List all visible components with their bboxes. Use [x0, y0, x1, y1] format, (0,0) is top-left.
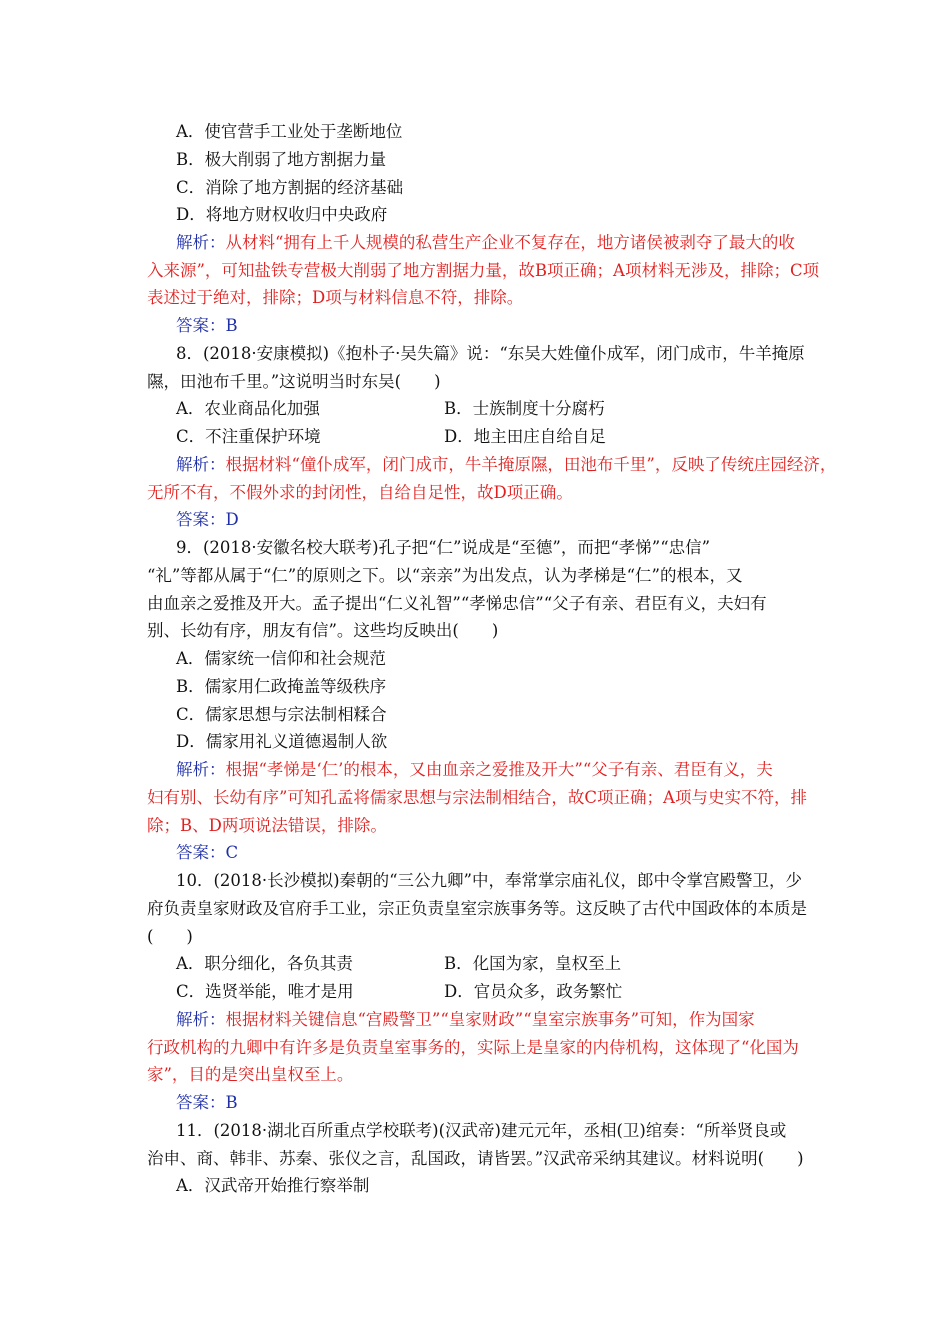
q7-option-a: A．使官营手工业处于垄断地位	[176, 122, 403, 141]
q9-answer	[176, 842, 238, 864]
q7-analysis-line2: 入来源”，可知盐铁专营极大削弱了地方割据力量，故B项正确；A项材料无涉及，排除；C项	[147, 261, 820, 280]
q10-analysis-line1	[176, 1009, 755, 1031]
analysis-text: 根据“孝悌是‘仁’的根本，又由血亲之爱推及开大”“父子有亲、君臣有义，夫	[225, 760, 773, 779]
q7-option-d: D．将地方财权收归中央政府	[176, 205, 388, 224]
q9-stem-line3: 由血亲之爱推及开大。孟子提出“仁义礼智”“孝悌忠信”“父子有亲、君臣有义，夫妇有	[147, 594, 767, 613]
q10-option-c: C．选贤举能，唯才是用	[176, 982, 354, 1001]
q9-option-a: A．儒家统一信仰和社会规范	[176, 649, 386, 668]
q8-stem-line1: 8．(2018·安康模拟)《抱朴子·吴失篇》说：“东吴大姓僮仆成军，闭门成市，牛羊掩原	[176, 344, 805, 363]
q8-option-a: A．农业商品化加强	[176, 399, 320, 418]
q10-stem-line1: 10．(2018·长沙模拟)秦朝的“三公九卿”中，奉常掌宗庙礼仪，郎中令掌宫殿警卫，少	[176, 871, 802, 890]
answer-label: 答案：	[176, 316, 226, 335]
q8-analysis-line1	[176, 454, 836, 476]
q9-option-d: D．儒家用礼义道德遏制人欲	[176, 732, 388, 751]
q10-option-d: D．官员众多，政务繁忙	[444, 982, 623, 1001]
q9-analysis-line3: 除；B、D两项说法错误，排除。	[147, 816, 387, 835]
q8-option-d: D．地主田庄自给自足	[444, 427, 606, 446]
q7-analysis-line3: 表述过于绝对，排除；D项与材料信息不符，排除。	[147, 288, 524, 307]
q10-answer	[176, 1092, 238, 1114]
analysis-label: 解析：	[176, 233, 226, 252]
q8-option-b: B．士族制度十分腐朽	[444, 399, 605, 418]
q8-answer	[176, 509, 239, 531]
q9-stem-line1: 9．(2018·安徽名校大联考)孔子把“仁”说成是“至德”，而把“孝悌”“忠信”	[176, 538, 711, 557]
answer-value: C	[225, 843, 239, 862]
answer-value: B	[225, 316, 238, 335]
q10-stem-line2: 府负责皇家财政及官府手工业，宗正负责皇室宗族事务等。这反映了古代中国政体的本质是	[147, 899, 807, 918]
q7-option-c: C．消除了地方割据的经济基础	[176, 178, 404, 197]
q11-stem-line1: 11．(2018·湖北百所重点学校联考)(汉武帝)建元元年，丞相(卫)绾奏：“所举贤良或	[176, 1121, 787, 1140]
q10-option-b: B．化国为家，皇权至上	[444, 954, 622, 973]
q8-option-c: C．不注重保护环境	[176, 427, 321, 446]
analysis-text: 根据材料“僮仆成军，闭门成市，牛羊掩原隰，田池布千里”，反映了传统庄园经济，	[225, 455, 837, 474]
q9-stem-line2: “礼”等都从属于“仁”的原则之下。以“亲亲”为出发点，认为孝梯是“仁”的根本，又	[147, 566, 743, 585]
q9-analysis-line1	[176, 759, 773, 781]
analysis-label: 解析：	[176, 760, 226, 779]
analysis-label: 解析：	[176, 455, 226, 474]
analysis-text: 从材料“拥有上千人规模的私营生产企业不复存在，地方诸侯被剥夺了最大的收	[225, 233, 795, 252]
q11-stem-line2: 治申、商、韩非、苏秦、张仪之言，乱国政，请皆罢。”汉武帝采纳其建议。材料说明( )	[147, 1149, 804, 1168]
q9-option-c: C．儒家思想与宗法制相糅合	[176, 705, 387, 724]
answer-label: 答案：	[176, 1093, 226, 1112]
q7-answer	[176, 315, 238, 337]
q10-option-a: A．职分细化，各负其责	[176, 954, 353, 973]
analysis-label: 解析：	[176, 1010, 226, 1029]
q10-stem-line3: ( )	[147, 927, 193, 946]
q8-stem-line2: 隰，田池布千里。”这说明当时东吴( )	[147, 372, 441, 391]
answer-label: 答案：	[176, 510, 226, 529]
answer-value: B	[225, 1093, 238, 1112]
answer-value: D	[225, 510, 239, 529]
q8-analysis-line2: 无所不有，不假外求的封闭性，自给自足性，故D项正确。	[147, 483, 573, 502]
q9-stem-line4: 别、长幼有序，朋友有信”。这些均反映出( )	[147, 621, 499, 640]
q9-option-b: B．儒家用仁政掩盖等级秩序	[176, 677, 387, 696]
analysis-text: 根据材料关键信息“宫殿警卫”“皇家财政”“皇室宗族事务”可知，作为国家	[225, 1010, 755, 1029]
q11-option-a: A．汉武帝开始推行察举制	[176, 1176, 370, 1195]
q9-analysis-line2: 妇有别、长幼有序”可知孔孟将儒家思想与宗法制相结合，故C项正确；A项与史实不符，排	[147, 788, 807, 807]
answer-label: 答案：	[176, 843, 226, 862]
q7-analysis-line1	[176, 232, 795, 254]
q10-analysis-line2: 行政机构的九卿中有许多是负责皇室事务的，实际上是皇家的内侍机构，这体现了“化国为	[147, 1038, 799, 1057]
q10-analysis-line3: 家”，目的是突出皇权至上。	[147, 1065, 354, 1084]
q7-option-b: B．极大削弱了地方割据力量	[176, 150, 387, 169]
